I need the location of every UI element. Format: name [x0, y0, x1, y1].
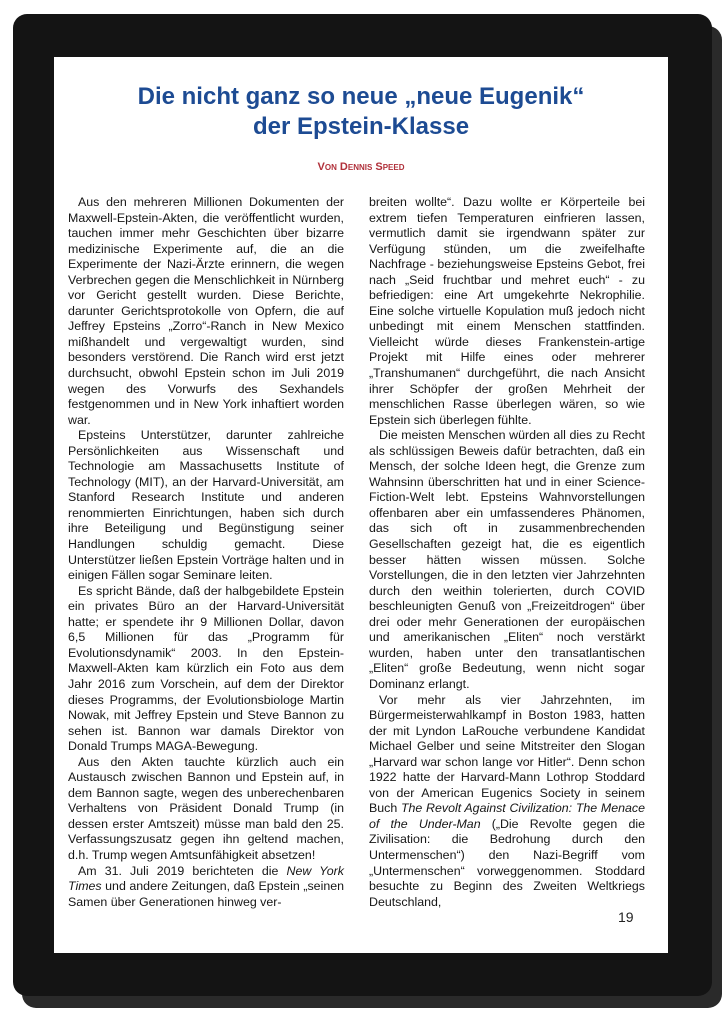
italic-title-text: New York Times [68, 863, 344, 894]
paragraph [68, 195, 344, 428]
article-title [54, 82, 668, 142]
text-column-right [369, 195, 645, 910]
paragraph-text: und andere Zeitungen, daß Epstein „seinen Samen über Generationen hinweg ver- [68, 879, 344, 909]
document-page [54, 57, 668, 953]
paragraph-text: breiten wollte“. Dazu wollte er Körperteile bei extrem tiefen Temperaturen einfrieren lassen, vermutlich damit sie irgendwann später zur Verfügung stünden, um die zweifelhafte Nachfrage - beziehungsweise Epsteins Gebot, frei nach „Seid fruchtbar und mehret euch“ - zu befriedigen: eine Art umgekehrte Nekrophilie. Eine solche virtuelle Kopulation muß jedoch nicht unbedingt mit einem Menschen stattfinden. Vielleicht würde dieses Frankenstein-artige Projekt mit Hilfe eines oder mehrerer „Transhumanen“ durchgeführt, die nach Ansicht ihrer Schöpfer der großen Mehrheit der menschlichen Rasse überlegen wären, so wie Epstein sich überlegen fühlte. [369, 195, 645, 427]
article-title-line-2: der Epstein-Klasse [252, 113, 470, 140]
paragraph-text: Aus den Akten tauchte kürzlich auch ein Austausch zwischen Bannon und Epstein auf, in dem Bannon sagte, wegen des unberechenbaren Verhaltens von Präsident Donald Trump (in dessen erster Amtszeit) müsse man bald den 25. Verfassungszusatz gegen ihn geltend machen, d.h. Trump wegen Amtsunfähigkeit absetzen! [68, 754, 344, 862]
article-title-line-1: Die nicht ganz so neue „neue Eugenik“ [137, 83, 585, 110]
paragraph [68, 755, 344, 864]
paragraph [68, 584, 344, 755]
paragraph-text: Vor mehr als vier Jahrzehnten, im Bürgermeisterwahlkampf in Boston 1983, hatten der mit Lyndon LaRouche verbundene Kandidat Michael Gelber und seine Mitstreiter den Slogan „Harvard war schon lange vor Hitler“. Denn schon 1922 hatte der Harvard-Mann Lothrop Stoddard von der American Eugenics Society in seinem Buch [369, 692, 645, 816]
paragraph [369, 428, 645, 692]
paragraph-text: Die meisten Menschen würden all dies zu Recht als schlüssigen Beweis dafür betrachten, daß ein Mensch, der solche Ideen hegt, die Grenze zum Wahnsinn überschritten hat und in einer Science-Fiction-Welt lebt. Epsteins Wahnvorstellungen offenbaren aber ein umfassenderes Phänomen, das sich oft in zusammenbrechenden Gesellschaften gezeigt hat, die es eigentlich besser hätten wissen müssen. Solche Vorstellungen, die in den letzten vier Jahrzehnten durch den weithin tolerierten, durch COVID beschleunigten Genuß von „Freizeitdrogen“ über drei oder mehr Generationen der europäischen und amerikanischen „Eliten“ noch verstärkt wurden, haben unter den transatlantischen „Eliten“ große Bedeutung, wenn nicht sogar Dominanz erlangt. [369, 428, 645, 691]
text-column-left [68, 195, 344, 910]
article-byline: Von Dennis Speed [317, 161, 405, 173]
paragraph-text: Aus den mehreren Millionen Dokumenten der Maxwell-Epstein-Akten, die veröffentlicht wurden, tauchen immer mehr Geschichten über bizarre medizinische Experimente auf, die an die Experimente der Nazi-Ärzte erinnern, die wegen Verbrechen gegen die Menschlichkeit in Nürnberg vor Gericht gestellt wurden. Diese Berichte, darunter Gerichtsprotokolle von Opfern, die auf Jeffrey Epsteins „Zorro“-Ranch in New Mexico mißhandelt und vergewaltigt wurden, sind besonders verstörend. Die Ranch wird erst jetzt durchsucht, obwohl Epstein schon im Juli 2019 wegen des Vorwurfs des Sexhandels festgenommen und in New York inhaftiert worden war. [68, 195, 344, 427]
page-number: 19 [618, 909, 634, 925]
paragraph [68, 428, 344, 583]
paragraph [369, 693, 645, 911]
paragraph-text: Am 31. Juli 2019 berichteten die [78, 863, 287, 878]
paragraph-text: Epsteins Unterstützer, darunter zahlreiche Persönlichkeiten aus Wissenschaft und Technologie am Massachusetts Institute of Technology (MIT), an der Harvard-Universität, am Stanford Research Institute und anderen renommierten Einrichtungen, haben sich durch ihre Beteiligung und Begünstigung seiner Handlungen schuldig gemacht. Diese Unterstützer ließen Epstein Vorträge halten und in einigen Fällen sogar Seminare leiten. [68, 428, 344, 583]
paragraph [68, 864, 344, 911]
paragraph [369, 195, 645, 428]
paragraph-text: („Die Revolte gegen die Zivilisation: die Bedrohung durch den Untermenschen“) den Nazi-Begriff vom „Untermenschen“ vorweggenommen. Stoddard besuchte zu Beginn des Zweiten Weltkriegs Deutschland, [369, 816, 645, 909]
paragraph-text: Es spricht Bände, daß der halbgebildete Epstein ein privates Büro an der Harvard-Universität hatte; er spendete ihr 9 Millionen Dollar, davon 6,5 Millionen für das „Programm für Evolutionsdynamik“ 2003. In den Epstein-Maxwell-Akten kam kürzlich ein Foto aus dem Jahr 2016 zum Vorschein, auf dem der Direktor dieses Programms, der Evolutionsbiologe Martin Nowak, mit Jeffrey Epstein und Steve Bannon zu sehen ist. Bannon war damals Direktor von Donald Trumps MAGA-Bewegung. [68, 583, 344, 754]
italic-title-text: The Revolt Against Civilization: The Menace of the Under-Man [369, 801, 645, 831]
